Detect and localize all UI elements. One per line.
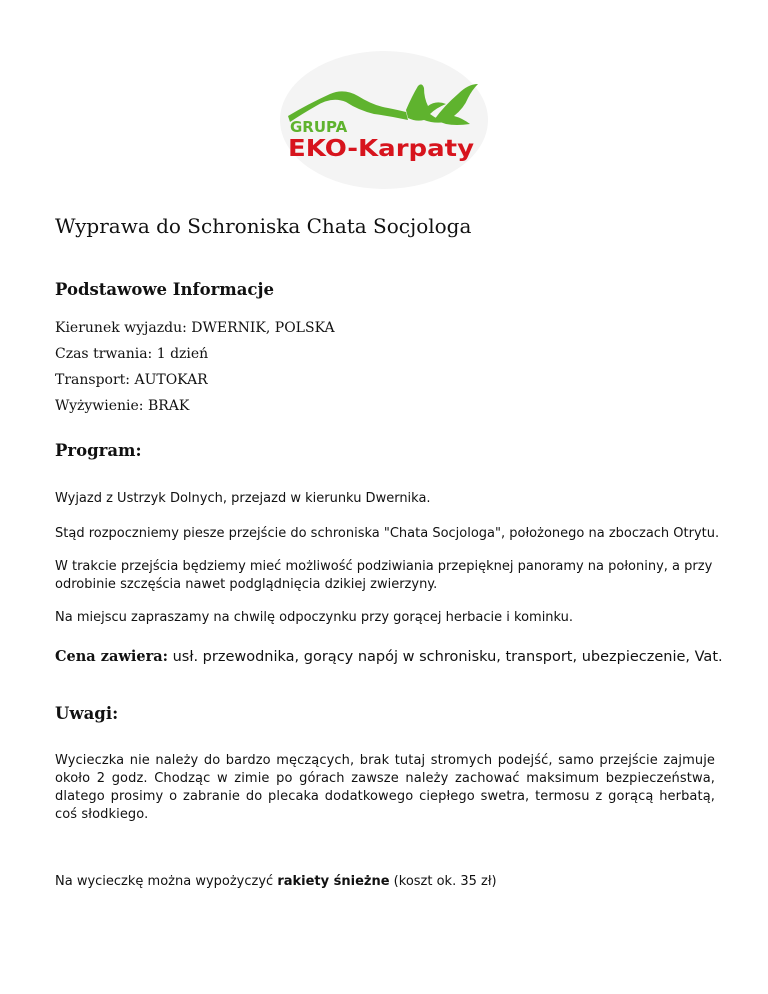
program-paragraph: Wyjazd z Ustrzyk Dolnych, przejazd w kierunku Dwernika. [55, 491, 431, 506]
rental-item: rakiety śnieżne [277, 874, 390, 889]
section-heading-basic-info: Podstawowe Informacje [55, 280, 274, 299]
notes-paragraph: Wycieczka nie należy do bardzo męczących, brak tutaj stromych podejść, samo przejście zajmuje około 2 godz. Chodząc w zimie po górach zawsze należy zachować maksimum bezpieczeństwa, dlatego prosimy o zabranie do plecaka dodatkowego ciepłego swetra, termosu z gorącą herbatą, coś słodkiego. [55, 753, 715, 822]
page-title: Wyprawa do Schroniska Chata Socjologa [55, 214, 472, 238]
price-label: Cena zawiera: [55, 648, 168, 665]
rental-text: Na wycieczkę można wypożyczyć [55, 874, 278, 889]
rental-info [55, 873, 497, 891]
price-text: usł. przewodnika, gorący napój w schronisku, transport, ubezpieczenie, Vat. [167, 649, 723, 665]
info-meals: Wyżywienie: BRAK [55, 398, 190, 414]
program-paragraph: W trakcie przejścia będziemy mieć możliwość podziwiania przepięknej panoramy na połoniny, a przy odrobinie szczęścia nawet podglądnięcia dzikiej zwierzyny. [55, 559, 713, 592]
logo-text-eko-karpaty: EKO-Karpaty [288, 136, 475, 162]
rental-cost: (koszt ok. 35 zł) [389, 874, 497, 889]
logo-text-grupa: GRUPA [290, 118, 348, 136]
section-heading-notes: Uwagi: [55, 704, 119, 723]
info-destination: Kierunek wyjazdu: DWERNIK, POLSKA [55, 320, 335, 336]
info-transport: Transport: AUTOKAR [55, 372, 208, 388]
program-paragraph: Stąd rozpoczniemy piesze przejście do schroniska "Chata Socjologa", położonego na zboczach Otrytu. [55, 526, 720, 541]
program-paragraph: Na miejscu zapraszamy na chwilę odpoczynku przy gorącej herbacie i kominku. [55, 610, 574, 625]
company-logo [278, 50, 490, 190]
info-duration: Czas trwania: 1 dzień [55, 346, 209, 362]
eko-karpaty-logo [278, 50, 490, 190]
section-heading-program: Program: [55, 441, 142, 460]
price-includes [55, 648, 723, 666]
